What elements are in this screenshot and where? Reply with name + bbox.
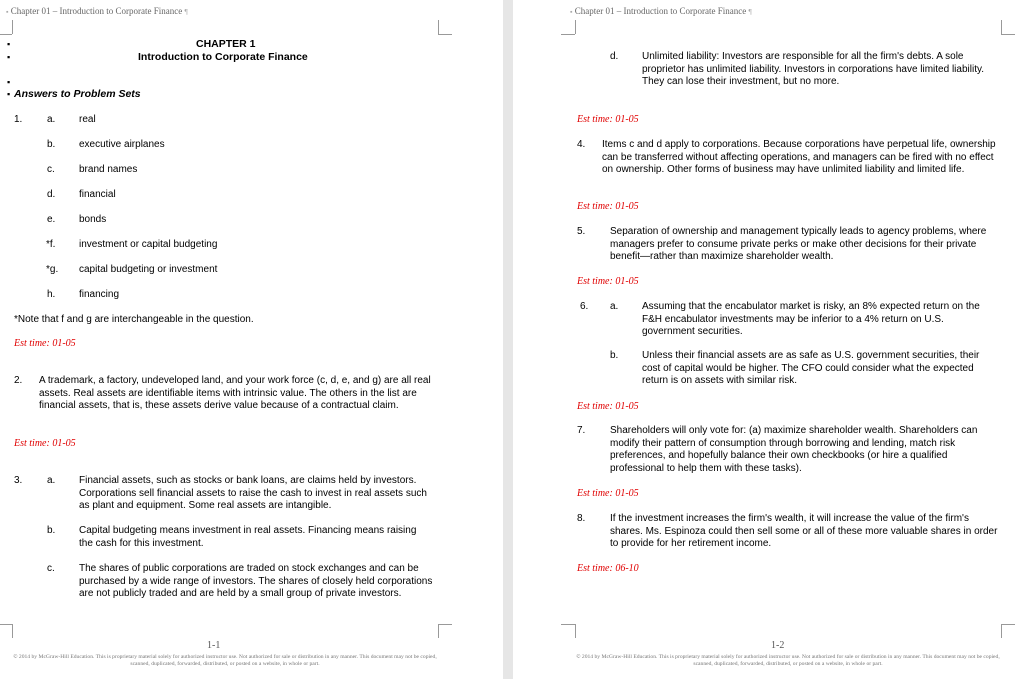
answer-letter: d. [47, 189, 56, 200]
answer-letter: h. [47, 289, 56, 300]
answer-letter: *g. [46, 264, 59, 275]
answer-text: investment or capital budgeting [79, 239, 218, 250]
answer-text: real [79, 114, 96, 125]
answer-letter: *f. [46, 239, 56, 250]
answer-letter: a. [610, 301, 619, 312]
crop-mark [438, 20, 439, 34]
answer-letter: b. [47, 525, 56, 536]
answer-letter: c. [47, 563, 55, 574]
crop-mark [12, 624, 13, 638]
est-time: Est time: 01-05 [577, 114, 639, 125]
answer-letter: c. [47, 164, 55, 175]
question-number: 3. [14, 475, 23, 486]
est-time: Est time: 06-10 [577, 563, 639, 574]
crop-mark [1001, 624, 1002, 638]
answer-letter: a. [47, 114, 56, 125]
list-bullet: ▪ [7, 89, 11, 99]
document-page-2 [513, 0, 1023, 679]
answer-text: Unless their financial assets are as safe as U.S. government securities, their cost of capital would be higher. The CFO could consider what the expected return is on assets with similar risk. [642, 350, 980, 387]
note-text: *Note that f and g are interchangeable in the question. [14, 314, 254, 325]
answer-text: Unlimited liability: Investors are responsible for all the firm's debts. A sole proprietor has unlimited liability. Investors in corporations have limited liability. They can lose their investment, but no more. [642, 51, 985, 88]
answer-text: The shares of public corporations are traded on stock exchanges and can be purchased by a wide range of investors. The shares of closely held corporations are not publicly traded and are held by a small group of private investors. [79, 563, 433, 600]
crop-mark [1001, 624, 1015, 625]
question-number: 7. [577, 425, 586, 436]
crop-mark [438, 624, 439, 638]
question-number: 5. [577, 226, 586, 237]
crop-mark [0, 624, 12, 625]
answer-letter: b. [610, 350, 619, 361]
est-time: Est time: 01-05 [14, 338, 76, 349]
page-number: 1-1 [207, 640, 221, 651]
crop-mark [561, 624, 575, 625]
copyright-notice: © 2014 by McGraw-Hill Education. This is proprietary material solely for authorized instructor use. Not authorized for sale or distribution in any manner. This document may not be copied, scanned, duplicated, forwarded, distributed, or posted on a website, in whole or part. [576, 654, 1000, 667]
answer-text: capital budgeting or investment [79, 264, 218, 275]
answer-text: Separation of ownership and management typically leads to agency problems, where managers prefer to consume private perks or make other decisions for their private benefit—rather than maximize shareholder wealth. [610, 226, 987, 263]
copyright-notice: © 2014 by McGraw-Hill Education. This is proprietary material solely for authorized instructor use. Not authorized for sale or distribution in any manner. This document may not be copied, scanned, duplicated, forwarded, distributed, or posted on a website, in whole or part. [13, 654, 437, 667]
answer-text: brand names [79, 164, 138, 175]
est-time: Est time: 01-05 [577, 401, 639, 412]
answer-text: financing [79, 289, 120, 300]
crop-mark [12, 20, 13, 34]
page-gap [503, 0, 513, 679]
question-number: 6. [580, 301, 589, 312]
crop-mark [575, 624, 576, 638]
running-header: ▪ Chapter 01 – Introduction to Corporate Finance ¶ [6, 6, 188, 16]
answer-letter: e. [47, 214, 56, 225]
crop-mark [0, 34, 12, 35]
answer-text: Capital budgeting means investment in real assets. Financing means raising the cash for this investment. [79, 525, 417, 549]
answer-text: Items c and d apply to corporations. Because corporations have perpetual life, ownership can be transferred without affecting operations, and managers can be fired with no effect on ownership. Other forms of business may have unlimited liability and limited life. [602, 139, 996, 176]
question-number: 1. [14, 114, 23, 125]
answer-text: financial [79, 189, 116, 200]
crop-mark [575, 20, 576, 34]
crop-mark [1001, 34, 1015, 35]
est-time: Est time: 01-05 [577, 488, 639, 499]
answer-letter: a. [47, 475, 56, 486]
answer-text: bonds [79, 214, 107, 225]
list-bullet: ▪ [7, 77, 11, 87]
question-number: 4. [577, 139, 586, 150]
est-time: Est time: 01-05 [577, 276, 639, 287]
crop-mark [561, 34, 575, 35]
list-bullet: ▪ [7, 39, 11, 49]
chapter-label: CHAPTER 1 [196, 38, 256, 50]
crop-mark [438, 624, 452, 625]
running-header: ▪ Chapter 01 – Introduction to Corporate Finance ¶ [570, 6, 752, 16]
question-number: 2. [14, 375, 23, 386]
answer-letter: b. [47, 139, 56, 150]
answer-text: A trademark, a factory, undeveloped land, and your work force (c, d, e, and g) are all real assets. Real assets are identifiable items with intrinsic value. The others in the list are financial assets, that is, these assets derive value because of a contractual claim. [39, 375, 431, 412]
answer-text: Shareholders will only vote for: (a) maximize shareholder wealth. Shareholders can modify their pattern of consumption through borrowing and lending, match risk preferences, and hopefully balance their own checkbooks (or hire a qualified professional to help them with these tasks). [610, 425, 978, 474]
answer-text: Financial assets, such as stocks or bank loans, are claims held by investors. Corporations sell financial assets to raise the cash to invest in real assets such as plant and equipment. Some real assets are intangible. [79, 475, 427, 512]
page-number: 1-2 [771, 640, 785, 651]
answer-text: Assuming that the encabulator market is risky, an 8% expected return on the F&H encabulator investments may be inferior to a 4% return on U.S. government securities. [642, 301, 980, 338]
section-heading: Answers to Problem Sets [14, 88, 141, 100]
est-time: Est time: 01-05 [577, 201, 639, 212]
chapter-title: Introduction to Corporate Finance [138, 51, 308, 63]
answer-letter: d. [610, 51, 619, 62]
est-time: Est time: 01-05 [14, 438, 76, 449]
crop-mark [438, 34, 452, 35]
document-page-1 [0, 0, 503, 679]
question-number: 8. [577, 513, 586, 524]
list-bullet: ▪ [7, 52, 11, 62]
answer-text: executive airplanes [79, 139, 165, 150]
crop-mark [1001, 20, 1002, 34]
answer-text: If the investment increases the firm's wealth, it will increase the value of the firm's shares. Ms. Espinoza could then sell some or all of these more valuable shares in order to provide for her retirement income. [610, 513, 998, 550]
